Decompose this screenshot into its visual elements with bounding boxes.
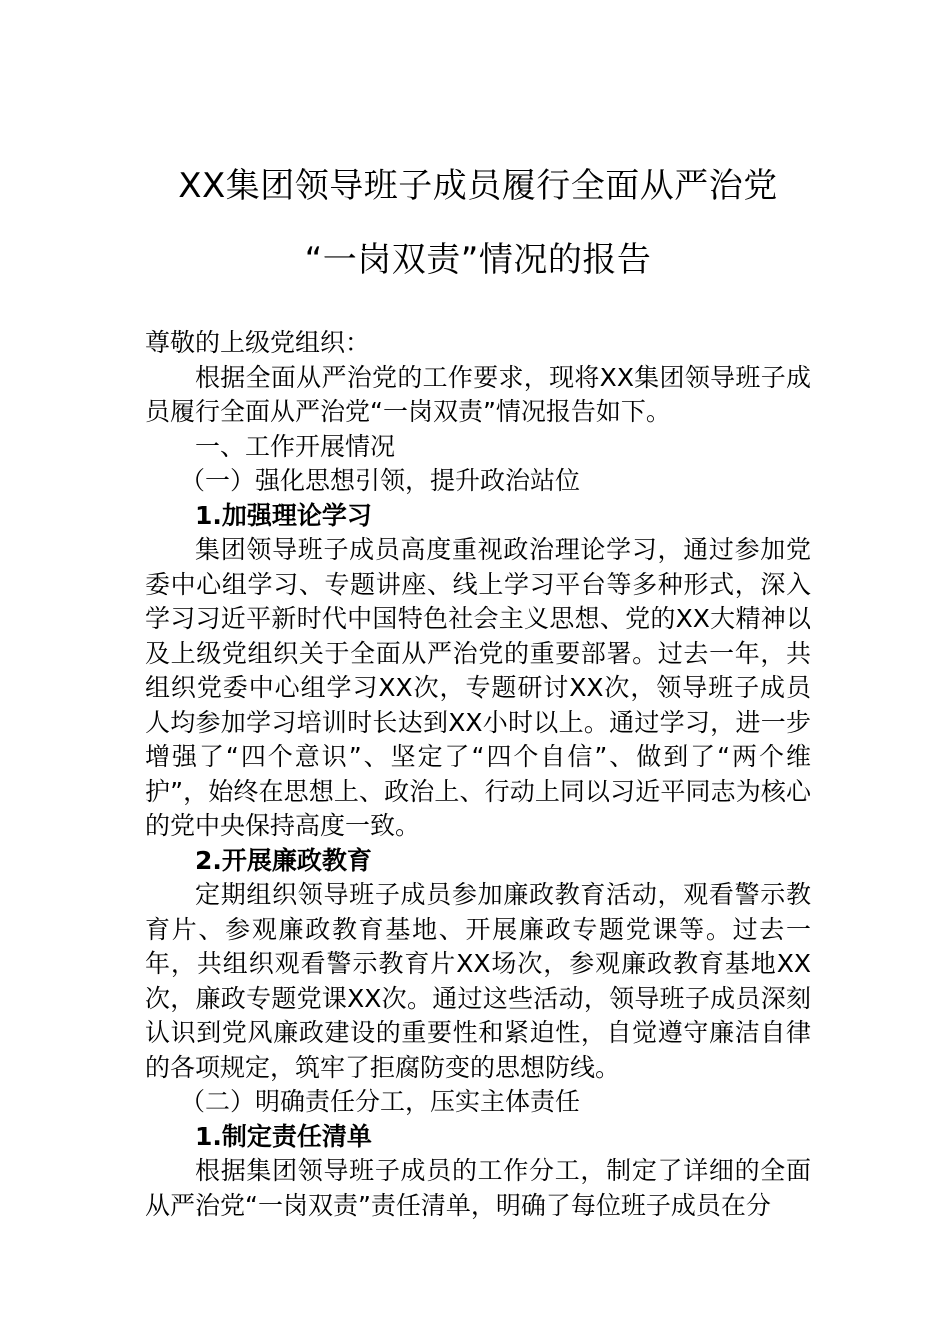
paragraph-responsibility-list: 根据集团领导班子成员的工作分工，制定了详细的全面从严治党“一岗双责”责任清单，明确了每位班子成员在分 [145,1156,811,1220]
paragraph-education: 定期组织领导班子成员参加廉政教育活动，观看警示教育片、参观廉政教育基地、开展廉政专题党课等。过去一年，共组织观看警示教育片XX场次，参观廉政教育基地XX次，廉政专题党课XX次。通过这些活动，领导班子成员深刻认识到党风廉政建设的重要性和紧迫性，自觉遵守廉洁自律的各项规定，筑牢了拒腐防变的思想防线。 [145,880,811,1082]
intro-paragraph: 根据全面从严治党的工作要求，现将XX集团领导班子成员履行全面从严治党“一岗双责”情况报告如下。 [145,362,811,426]
section-heading-1: 一、工作开展情况 [195,431,396,461]
salutation: 尊敬的上级党组织： [145,328,371,357]
subsection-heading-1: （一）强化思想引领，提升政治站位 [180,466,581,495]
document-body [145,326,811,1223]
paragraph-study: 集团领导班子成员高度重视政治理论学习，通过参加党委中心组学习、专题讲座、线上学习平台等多种形式，深入学习习近平新时代中国特色社会主义思想、党的XX大精神以及上级党组织关于全面从严治党的重要部署。过去一年，共组织党委中心组学习XX次，专题研讨XX次，领导班子成员人均参加学习培训时长达到XX小时以上。通过学习，进一步增强了“四个意识”、坚定了“四个自信”、做到了“两个维护”，始终在思想上、政治上、行动上同以习近平同志为核心的党中央保持高度一致。 [145,535,811,840]
document-title-line-1: XX集团领导班子成员履行全面从严治党 [178,166,778,206]
item-heading-responsibility-list: 1.制定责任清单 [195,1121,372,1151]
item-heading-education: 2.开展廉政教育 [195,845,372,875]
document-page [145,0,811,1344]
document-title-line-2: “一岗双责”情况的报告 [304,240,652,280]
item-heading-study: 1.加强理论学习 [195,500,372,530]
subsection-heading-2: （二）明确责任分工，压实主体责任 [180,1087,581,1116]
